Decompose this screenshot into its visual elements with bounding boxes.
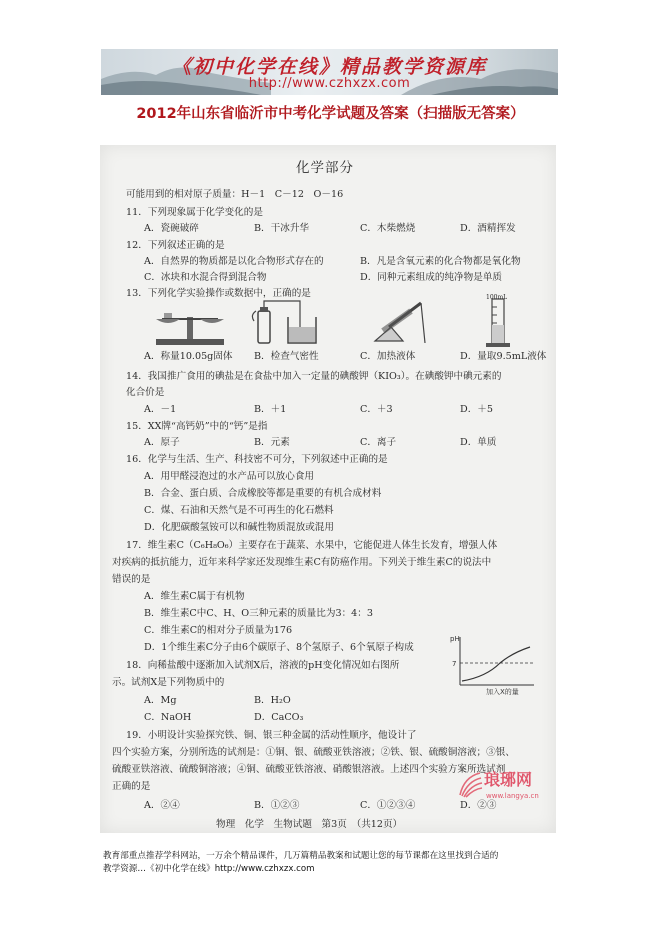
watermark-url: www.langya.cn xyxy=(486,792,539,800)
q13-stem: 13．下列化学实验操作或数据中，正确的是 xyxy=(126,288,311,299)
q12-option-d: D．同种元素组成的纯净物是单质 xyxy=(360,272,503,283)
footer-line2[interactable]: 教学资源…《初中化学在线》http://www.czhxzx.com xyxy=(103,864,315,875)
watermark-text: 琅琊网 xyxy=(484,770,533,789)
q12-option-b: B．凡是含氧元素的化合物都是氧化物 xyxy=(360,256,521,267)
graph-y-label: pH xyxy=(450,635,460,643)
site-banner xyxy=(101,49,558,95)
q19-option-a: A．②④ xyxy=(144,800,180,811)
q19-stem-line2: 四个实验方案，分别所选的试剂是：①铜、银、硫酸亚铁溶液；②铁、银、硫酸铜溶液；③银、 xyxy=(112,747,515,758)
q19-stem-line1: 19．小明设计实验探究铁、铜、银三种金属的活动性顺序，他设计了 xyxy=(126,730,417,741)
q18-option-d: D．CaCO₃ xyxy=(254,712,304,723)
q17-option-d: D．1个维生素C分子由6个碳原子、8个氢原子、6个氧原子构成 xyxy=(144,642,414,653)
document-title: 2012年山东省临沂市中考化学试题及答案（扫描版无答案） xyxy=(136,106,525,122)
airtight-check-apparatus-icon xyxy=(250,297,330,347)
q13-option-b: B．检查气密性 xyxy=(254,351,319,362)
q18-option-c: C．NaOH xyxy=(144,712,192,723)
q18-option-a: A．Mg xyxy=(144,695,177,706)
q19-stem-line3: 硫酸亚铁溶液、硫酸铜溶液；④铜、硫酸亚铁溶液、硝酸银溶液。上述四个实验方案所选试剂 xyxy=(112,764,506,775)
banner-url[interactable]: http://www.czhxzx.com xyxy=(248,76,411,91)
graph-7-mark: 7 xyxy=(452,660,457,668)
q11-stem: 11．下列现象属于化学变化的是 xyxy=(126,207,263,218)
q18-stem-line2: 示。试剂X是下列物质中的 xyxy=(112,677,225,688)
q18-stem-line1: 18．向稀盐酸中逐渐加入试剂X后，溶液的pH变化情况如右图所 xyxy=(126,660,400,671)
q15-option-a: A．原子 xyxy=(144,437,180,448)
q14-option-a: A．－1 xyxy=(144,404,177,415)
q17-option-a: A．维生素C属于有机物 xyxy=(144,591,245,602)
atomic-masses: 可能用到的相对原子质量：H－1 C－12 O－16 xyxy=(126,189,344,200)
measuring-cylinder-icon xyxy=(480,295,520,349)
q19-option-b: B．①②③ xyxy=(254,800,300,811)
q11-option-b: B．干冰升华 xyxy=(254,223,310,234)
q14-option-d: D．＋5 xyxy=(460,404,493,415)
q15-stem: 15．XX牌“高钙奶”中的“钙”是指 xyxy=(126,421,268,432)
q15-option-b: B．元素 xyxy=(254,437,290,448)
q18-option-b: B．H₂O xyxy=(254,695,291,706)
q17-option-c: C．维生素C的相对分子质量为176 xyxy=(144,625,293,636)
heating-liquid-icon xyxy=(365,297,445,347)
graph-x-label: 加入X的量 xyxy=(486,688,519,695)
q12-option-a: A．自然界的物质都是以化合物形式存在的 xyxy=(144,256,324,267)
page-footer: 物理 化学 生物试题 第3页 （共12页） xyxy=(216,819,403,830)
site-footer xyxy=(103,850,563,877)
q13-option-d: D．量取9.5mL液体 xyxy=(460,351,547,362)
q14-stem-line2: 化合价是 xyxy=(126,387,165,398)
q14-option-b: B．＋1 xyxy=(254,404,287,415)
balance-scale-icon xyxy=(150,305,230,347)
ph-change-graph xyxy=(446,631,538,695)
q11-option-d: D．酒精挥发 xyxy=(460,223,516,234)
scanned-exam-page xyxy=(100,145,556,833)
q13-option-c: C．加热液体 xyxy=(360,351,416,362)
q15-option-c: C．离子 xyxy=(360,437,397,448)
q16-stem: 16．化学与生活、生产、科技密不可分，下列叙述中正确的是 xyxy=(126,454,388,465)
banner-title: 《初中化学在线》精品教学资源库 xyxy=(171,56,487,78)
q17-stem-line2: 对疾病的抵抗能力，近年来科学家还发现维生素C有防癌作用。下列关于维生素C的说法中 xyxy=(112,557,492,568)
q11-option-c: C．木柴燃烧 xyxy=(360,223,416,234)
q12-option-c: C．冰块和水混合得到混合物 xyxy=(144,272,267,283)
q19-option-d: D．②③ xyxy=(460,800,497,811)
q16-option-a: A．用甲醛浸泡过的水产品可以放心食用 xyxy=(144,471,315,482)
q14-option-c: C．＋3 xyxy=(360,404,393,415)
q16-option-c: C．煤、石油和天然气是不可再生的化石燃料 xyxy=(144,505,334,516)
section-title: 化学部分 xyxy=(296,160,354,176)
q15-option-d: D．单质 xyxy=(460,437,497,448)
q17-stem-line1: 17．维生素C（C₆H₈O₆）主要存在于蔬菜、水果中，它能促进人体生长发育，增强人体 xyxy=(126,540,498,551)
q13-option-a: A．称量10.05g固体 xyxy=(144,351,233,362)
q12-stem: 12．下列叙述正确的是 xyxy=(126,240,225,251)
langya-logo-icon xyxy=(454,769,484,799)
q19-stem-line4: 正确的是 xyxy=(112,781,151,792)
q16-option-d: D．化肥碳酸氢铵可以和碱性物质混放或混用 xyxy=(144,522,334,533)
q14-stem-line1: 14．我国推广食用的碘盐是在食盐中加入一定量的碘酸钾（KIO₃）。在碘酸钾中碘元素的 xyxy=(126,371,502,382)
footer-line1: 教育部重点推荐学科网站，一万余个精品课件，几万篇精品教案和试题让您的每节课都在这里找到合适的 xyxy=(103,851,499,861)
q17-stem-line3: 错误的是 xyxy=(112,574,151,585)
q16-option-b: B．合金、蛋白质、合成橡胶等都是重要的有机合成材料 xyxy=(144,488,382,499)
q17-option-b: B．维生素C中C、H、O三种元素的质量比为3：4：3 xyxy=(144,608,373,619)
q19-option-c: C．①②③④ xyxy=(360,800,416,811)
cylinder-label: 100mL xyxy=(486,294,508,301)
q11-option-a: A．瓷碗破碎 xyxy=(144,223,199,234)
